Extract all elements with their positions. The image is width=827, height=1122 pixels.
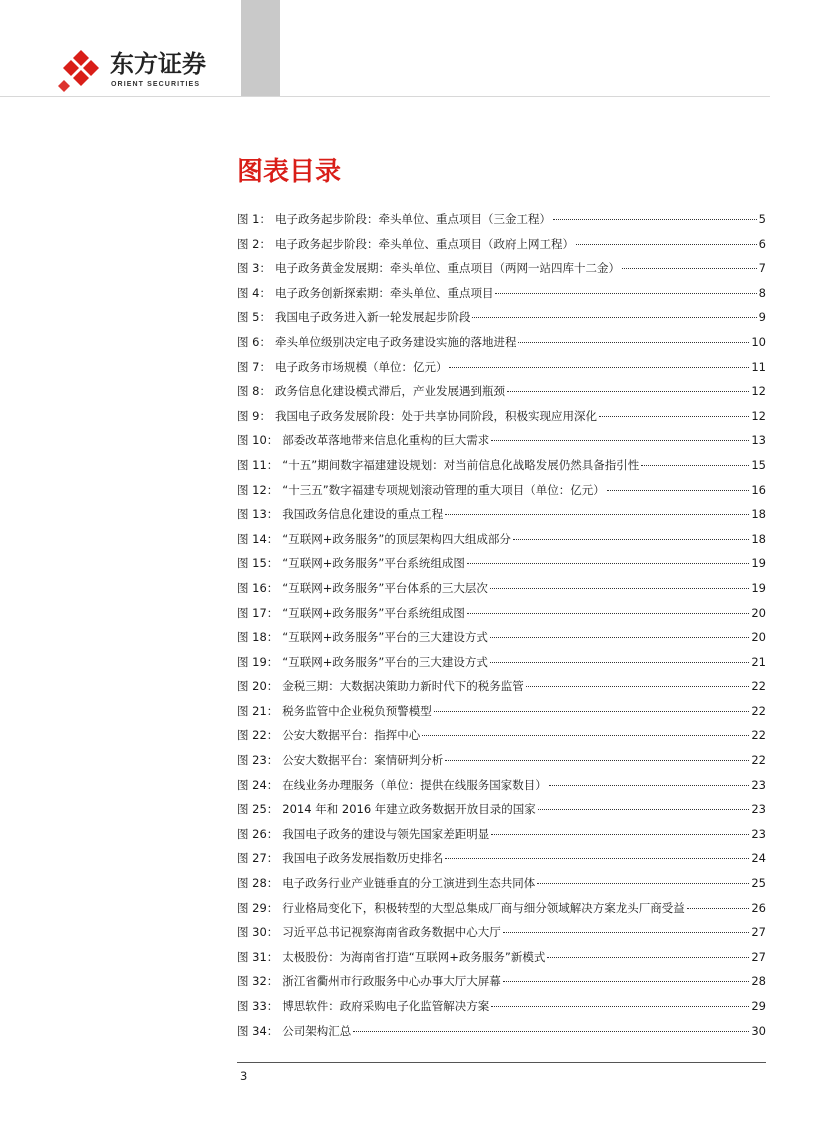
toc-entry-number: 图 22： xyxy=(237,728,279,743)
toc-dot-leader xyxy=(641,464,749,466)
toc-entry-title: 我国电子政务发展指数历史排名 xyxy=(282,851,444,866)
toc-dot-leader xyxy=(422,734,749,736)
toc-dot-leader xyxy=(467,612,750,614)
toc-entry-title: 习近平总书记视察海南省政务数据中心大厅 xyxy=(282,925,501,940)
toc-entry-title: 电子政务行业产业链垂直的分工演进到生态共同体 xyxy=(282,876,536,891)
toc-entry[interactable] xyxy=(237,551,766,576)
toc-entry[interactable] xyxy=(237,281,766,306)
toc-entry-page: 27 xyxy=(751,949,766,964)
toc-dot-leader xyxy=(553,218,757,220)
toc-entry-number: 图 28： xyxy=(237,876,279,891)
toc-entry-number: 图 13： xyxy=(237,507,279,522)
toc-entry-page: 7 xyxy=(758,261,766,276)
toc-dot-leader xyxy=(576,243,757,245)
toc-entry-number: 图 6： xyxy=(237,334,271,349)
toc-entry[interactable] xyxy=(237,650,766,675)
toc-entry-title: 太极股份：为海南省打造“互联网+政务服务”新模式 xyxy=(282,949,546,964)
toc-entry-page: 19 xyxy=(751,580,766,595)
toc-entry-title: 电子政务起步阶段：牵头单位、重点项目（政府上网工程） xyxy=(274,236,574,251)
toc-entry-title: 浙江省衢州市行政服务中心办事大厅大屏幕 xyxy=(282,974,501,989)
toc-entry[interactable] xyxy=(237,355,766,380)
toc-entry-title: 牵头单位级别决定电子政务建设实施的落地进程 xyxy=(274,334,517,349)
toc-entry-title: 电子政务市场规模（单位：亿元） xyxy=(274,359,448,374)
toc-entry-number: 图 16： xyxy=(237,580,279,595)
toc-entry-page: 10 xyxy=(751,334,766,349)
toc-entry-page: 15 xyxy=(751,457,766,472)
toc-entry-page: 26 xyxy=(751,900,766,915)
toc-entry-title: 电子政务起步阶段：牵头单位、重点项目（三金工程） xyxy=(274,212,551,226)
toc-entry[interactable] xyxy=(237,846,766,871)
header-divider xyxy=(0,96,770,97)
toc-entry[interactable] xyxy=(237,797,766,822)
toc-entry-page: 18 xyxy=(751,531,766,546)
toc-entry[interactable] xyxy=(237,1019,766,1044)
toc-entry-title: 金税三期：大数据决策助力新时代下的税务监管 xyxy=(282,679,524,694)
toc-dot-leader xyxy=(434,710,750,712)
toc-entry-page: 23 xyxy=(751,777,766,792)
toc-dot-leader xyxy=(547,956,749,958)
toc-entry[interactable] xyxy=(237,428,766,453)
toc-entry-number: 图 8： xyxy=(237,384,271,399)
toc-entry[interactable] xyxy=(237,404,766,429)
toc-dot-leader xyxy=(526,685,750,687)
toc-entry-number: 图 7： xyxy=(237,359,271,374)
toc-entry-title: “十五”期间数字福建建设规划：对当前信息化战略发展仍然具备指引性 xyxy=(282,457,640,472)
toc-entry-number: 图 33： xyxy=(237,999,279,1013)
toc-entry-page: 6 xyxy=(758,236,766,251)
toc-entry-page: 23 xyxy=(751,802,766,817)
toc-dot-leader xyxy=(599,415,749,417)
toc-entry-number: 图 19： xyxy=(237,654,279,669)
table-of-figures xyxy=(237,207,766,1043)
toc-dot-leader xyxy=(607,489,750,491)
header-gray-bar xyxy=(241,0,280,96)
toc-entry-number: 图 21： xyxy=(237,703,279,718)
toc-entry-title: “互联网+政务服务”平台的三大建设方式 xyxy=(282,654,488,669)
toc-dot-leader xyxy=(353,1030,749,1032)
toc-entry[interactable] xyxy=(237,723,766,748)
toc-entry-page: 20 xyxy=(751,630,766,645)
toc-dot-leader xyxy=(490,636,750,638)
toc-entry-title: “互联网+政务服务”平台系统组成图 xyxy=(282,605,465,620)
toc-entry[interactable] xyxy=(237,822,766,847)
toc-entry-number: 图 31： xyxy=(237,949,279,964)
toc-entry-title: “互联网+政务服务”的顶层架构四大组成部分 xyxy=(282,531,511,546)
toc-entry[interactable] xyxy=(237,945,766,970)
footer-divider xyxy=(237,1062,766,1063)
toc-entry-page: 11 xyxy=(751,359,766,374)
toc-entry-page: 20 xyxy=(751,605,766,620)
toc-entry[interactable] xyxy=(237,896,766,921)
brand-name-cn: 东方证券 xyxy=(110,50,206,78)
toc-dot-leader xyxy=(491,1005,749,1007)
toc-entry-number: 图 34： xyxy=(237,1023,279,1038)
toc-entry-title: 我国政务信息化建设的重点工程 xyxy=(282,507,444,522)
toc-entry-number: 图 9： xyxy=(237,408,271,423)
toc-entry-page: 28 xyxy=(751,974,766,989)
toc-entry-page: 22 xyxy=(751,703,766,718)
toc-entry-title: 公司架构汇总 xyxy=(282,1023,352,1038)
toc-dot-leader xyxy=(538,808,750,810)
toc-entry-title: “互联网+政务服务”平台系统组成图 xyxy=(282,556,465,571)
toc-entry-number: 图 3： xyxy=(237,261,271,276)
toc-entry[interactable] xyxy=(237,625,766,650)
toc-entry-number: 图 4： xyxy=(237,285,271,300)
toc-entry-title: 我国电子政务进入新一轮发展起步阶段 xyxy=(274,310,471,325)
toc-entry[interactable] xyxy=(237,674,766,699)
toc-dot-leader xyxy=(503,931,750,933)
toc-entry-page: 16 xyxy=(751,482,766,497)
orient-logo-icon xyxy=(58,48,104,92)
toc-entry[interactable] xyxy=(237,871,766,896)
toc-entry[interactable] xyxy=(237,527,766,552)
toc-entry[interactable] xyxy=(237,576,766,601)
toc-entry-title: 公安大数据平台：案情研判分析 xyxy=(282,753,444,768)
toc-entry-number: 图 1： xyxy=(237,212,271,226)
toc-entry-number: 图 26： xyxy=(237,826,279,841)
toc-entry-page: 19 xyxy=(751,556,766,571)
toc-dot-leader xyxy=(472,316,756,318)
toc-entry-number: 图 29： xyxy=(237,900,279,915)
toc-entry[interactable] xyxy=(237,478,766,503)
toc-entry-title: “互联网+政务服务”平台的三大建设方式 xyxy=(282,630,488,645)
toc-entry-title: 2014 年和 2016 年建立政务数据开放目录的国家 xyxy=(282,802,536,817)
toc-entry-number: 图 17： xyxy=(237,605,279,620)
toc-entry[interactable] xyxy=(237,256,766,281)
toc-dot-leader xyxy=(491,439,749,441)
toc-entry-title: 税务监管中企业税负预警模型 xyxy=(282,703,432,718)
toc-dot-leader xyxy=(490,661,750,663)
toc-entry[interactable] xyxy=(237,453,766,478)
toc-entry-page: 23 xyxy=(751,826,766,841)
toc-entry[interactable] xyxy=(237,601,766,626)
toc-entry[interactable] xyxy=(237,699,766,724)
toc-entry-page: 29 xyxy=(751,999,766,1013)
toc-entry[interactable] xyxy=(237,748,766,773)
toc-entry-page: 18 xyxy=(751,507,766,522)
toc-entry-title: 我国电子政务发展阶段：处于共享协同阶段，积极实现应用深化 xyxy=(274,408,597,423)
toc-entry-title: “十三五”数字福建专项规划滚动管理的重大项目（单位：亿元） xyxy=(282,482,605,497)
toc-entry[interactable] xyxy=(237,305,766,330)
toc-entry[interactable] xyxy=(237,994,766,1019)
toc-entry[interactable] xyxy=(237,232,766,257)
toc-entry[interactable] xyxy=(237,502,766,527)
toc-dot-leader xyxy=(622,267,757,269)
toc-entry-number: 图 24： xyxy=(237,777,279,792)
toc-dot-leader xyxy=(518,341,749,343)
toc-dot-leader xyxy=(467,562,750,564)
toc-dot-leader xyxy=(445,759,749,761)
toc-dot-leader xyxy=(449,366,749,368)
brand-logo xyxy=(58,48,228,94)
toc-entry-page: 12 xyxy=(751,408,766,423)
toc-entry-number: 图 25： xyxy=(237,802,279,817)
toc-dot-leader xyxy=(549,784,750,786)
toc-dot-leader xyxy=(445,857,749,859)
toc-entry-title: 政务信息化建设模式滞后，产业发展遇到瓶颈 xyxy=(274,384,505,399)
toc-entry-title: 行业格局变化下，积极转型的大型总集成厂商与细分领域解决方案龙头厂商受益 xyxy=(282,900,685,915)
toc-entry-number: 图 2： xyxy=(237,236,271,251)
toc-entry-number: 图 23： xyxy=(237,753,279,768)
toc-dot-leader xyxy=(445,513,749,515)
toc-entry-number: 图 10： xyxy=(237,433,279,448)
toc-entry-page: 27 xyxy=(751,925,766,940)
toc-entry-title: 公安大数据平台：指挥中心 xyxy=(282,728,421,743)
toc-entry-number: 图 11： xyxy=(237,457,279,472)
toc-entry-number: 图 14： xyxy=(237,531,279,546)
toc-entry-title: “互联网+政务服务”平台体系的三大层次 xyxy=(282,580,488,595)
toc-entry-number: 图 20： xyxy=(237,679,279,694)
toc-dot-leader xyxy=(537,882,749,884)
toc-entry-title: 我国电子政务的建设与领先国家差距明显 xyxy=(282,826,490,841)
toc-dot-leader xyxy=(503,980,750,982)
toc-entry-number: 图 32： xyxy=(237,974,279,989)
toc-entry-page: 30 xyxy=(751,1023,766,1038)
toc-dot-leader xyxy=(491,833,749,835)
brand-name-en: ORIENT SECURITIES xyxy=(111,81,201,88)
toc-entry[interactable] xyxy=(237,920,766,945)
toc-entry-number: 图 30： xyxy=(237,925,279,940)
toc-entry[interactable] xyxy=(237,969,766,994)
toc-entry-number: 图 5： xyxy=(237,310,271,325)
toc-entry-page: 8 xyxy=(758,285,766,300)
toc-dot-leader xyxy=(490,587,750,589)
toc-entry-title: 电子政务黄金发展期：牵头单位、重点项目（两网一站四库十二金） xyxy=(274,261,620,276)
toc-dot-leader xyxy=(495,292,756,294)
toc-entry-page: 21 xyxy=(751,654,766,669)
toc-entry[interactable] xyxy=(237,773,766,798)
toc-entry-page: 22 xyxy=(751,753,766,768)
toc-entry-page: 22 xyxy=(751,679,766,694)
toc-dot-leader xyxy=(507,390,749,392)
toc-entry-number: 图 12： xyxy=(237,482,279,497)
toc-entry-number: 图 27： xyxy=(237,851,279,866)
page-number: 3 xyxy=(240,1069,248,1083)
toc-entry[interactable] xyxy=(237,379,766,404)
toc-entry[interactable] xyxy=(237,330,766,355)
toc-entry-number: 图 15： xyxy=(237,556,279,571)
toc-entry-page: 24 xyxy=(751,851,766,866)
toc-entry-title: 电子政务创新探索期：牵头单位、重点项目 xyxy=(274,285,494,300)
toc-entry-page: 22 xyxy=(751,728,766,743)
toc-entry-title: 部委改革落地带来信息化重构的巨大需求 xyxy=(282,433,490,448)
toc-entry-title: 在线业务办理服务（单位：提供在线服务国家数目） xyxy=(282,777,547,792)
toc-entry-number: 图 18： xyxy=(237,630,279,645)
toc-entry-page: 25 xyxy=(751,876,766,891)
toc-entry[interactable] xyxy=(237,207,766,232)
page-title: 图表目录 xyxy=(237,157,342,187)
toc-entry-page: 12 xyxy=(751,384,766,399)
toc-entry-page: 13 xyxy=(751,433,766,448)
toc-entry-page: 5 xyxy=(758,212,766,226)
toc-dot-leader xyxy=(687,907,750,909)
toc-entry-page: 9 xyxy=(758,310,766,325)
toc-entry-title: 博思软件：政府采购电子化监管解决方案 xyxy=(282,999,490,1013)
toc-dot-leader xyxy=(513,538,750,540)
